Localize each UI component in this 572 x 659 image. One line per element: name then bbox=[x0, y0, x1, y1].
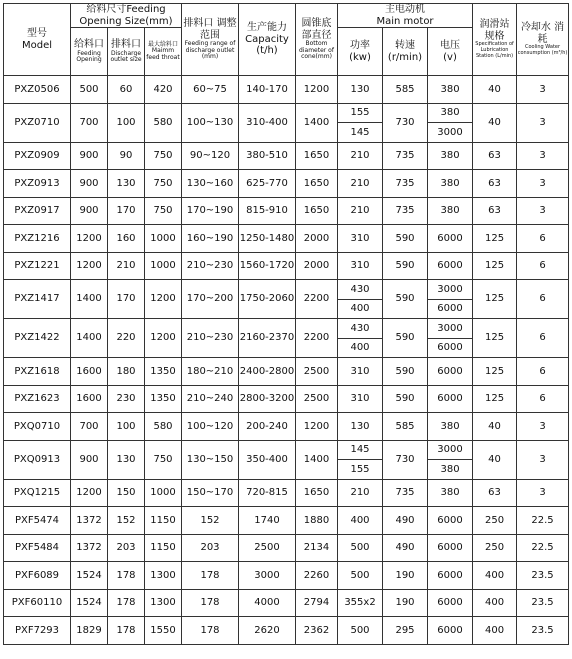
cell-capacity: 625-770 bbox=[239, 170, 296, 198]
cell-cooling-water: 3 bbox=[517, 440, 569, 479]
cell-cooling-water: 3 bbox=[517, 479, 569, 507]
cell-max-feed: 1200 bbox=[145, 319, 182, 358]
cell-discharge-range: 178 bbox=[182, 562, 239, 590]
cell-capacity: 3000 bbox=[239, 562, 296, 590]
cell-lubrication: 125 bbox=[473, 319, 517, 358]
cell-lubrication: 63 bbox=[473, 479, 517, 507]
cell-cone-diameter: 1650 bbox=[296, 170, 338, 198]
cell-motor-speed: 585 bbox=[383, 413, 428, 441]
spec-table bbox=[3, 3, 569, 645]
cell-motor-voltage: 6000 bbox=[428, 252, 473, 280]
cell-lubrication: 40 bbox=[473, 413, 517, 441]
cell-lubrication: 40 bbox=[473, 76, 517, 104]
cell-motor-speed: 590 bbox=[383, 319, 428, 358]
cell-discharge-range: 152 bbox=[182, 507, 239, 535]
cell-cone-diameter: 1650 bbox=[296, 142, 338, 170]
cell-capacity: 1740 bbox=[239, 507, 296, 535]
cell-capacity: 350-400 bbox=[239, 440, 296, 479]
cell-motor-speed: 730 bbox=[383, 103, 428, 142]
cell-lubrication: 125 bbox=[473, 225, 517, 253]
cell-motor-power: 155 bbox=[338, 103, 383, 123]
cell-motor-speed: 590 bbox=[383, 280, 428, 319]
cell-motor-speed: 590 bbox=[383, 358, 428, 386]
table-row bbox=[4, 225, 569, 253]
table-row bbox=[4, 385, 569, 413]
cell-cooling-water: 6 bbox=[517, 225, 569, 253]
cell-discharge-outlet: 152 bbox=[108, 507, 145, 535]
cell-capacity: 2800-3200 bbox=[239, 385, 296, 413]
cell-cooling-water: 6 bbox=[517, 252, 569, 280]
cell-max-feed: 1550 bbox=[145, 617, 182, 645]
cell-lubrication: 400 bbox=[473, 617, 517, 645]
cell-feeding-opening: 1200 bbox=[71, 479, 108, 507]
cell-lubrication: 400 bbox=[473, 589, 517, 617]
cell-cooling-water: 22.5 bbox=[517, 507, 569, 535]
cell-discharge-range: 160~190 bbox=[182, 225, 239, 253]
cell-discharge-range: 100~130 bbox=[182, 103, 239, 142]
table-row bbox=[4, 507, 569, 535]
cell-discharge-range: 178 bbox=[182, 589, 239, 617]
cell-motor-speed: 730 bbox=[383, 440, 428, 479]
cell-discharge-outlet: 90 bbox=[108, 142, 145, 170]
cell-cooling-water: 23.5 bbox=[517, 589, 569, 617]
cell-motor-speed: 295 bbox=[383, 617, 428, 645]
cell-motor-power: 130 bbox=[338, 413, 383, 441]
header-max-feed-throat: 最大给料口 Maimm feed throat bbox=[145, 28, 182, 76]
cell-lubrication: 250 bbox=[473, 534, 517, 562]
cell-capacity: 2160-2370 bbox=[239, 319, 296, 358]
cell-cone-diameter: 2260 bbox=[296, 562, 338, 590]
table-row bbox=[4, 76, 569, 104]
cell-max-feed: 1000 bbox=[145, 252, 182, 280]
cell-motor-voltage: 380 bbox=[428, 413, 473, 441]
cell-discharge-range: 130~160 bbox=[182, 170, 239, 198]
cell-motor-voltage: 6000 bbox=[428, 507, 473, 535]
cell-cone-diameter: 1650 bbox=[296, 197, 338, 225]
cell-motor-power: 430 bbox=[338, 319, 383, 339]
cell-discharge-range: 130~150 bbox=[182, 440, 239, 479]
table-row bbox=[4, 562, 569, 590]
cell-discharge-outlet: 203 bbox=[108, 534, 145, 562]
cell-motor-voltage: 6000 bbox=[428, 299, 473, 319]
table-row bbox=[4, 142, 569, 170]
header-discharge-outlet-size: 排料口 Discharge outlet size bbox=[108, 28, 145, 76]
cell-motor-power: 400 bbox=[338, 299, 383, 319]
cell-motor-power: 155 bbox=[338, 460, 383, 480]
cell-motor-power: 400 bbox=[338, 507, 383, 535]
cell-discharge-range: 170~200 bbox=[182, 280, 239, 319]
cell-discharge-range: 170~190 bbox=[182, 197, 239, 225]
cell-cone-diameter: 2000 bbox=[296, 225, 338, 253]
cell-motor-voltage: 380 bbox=[428, 76, 473, 104]
cell-motor-voltage: 6000 bbox=[428, 225, 473, 253]
cell-max-feed: 1300 bbox=[145, 562, 182, 590]
cell-cone-diameter: 1200 bbox=[296, 413, 338, 441]
cell-motor-voltage: 380 bbox=[428, 479, 473, 507]
table-row bbox=[4, 197, 569, 225]
cell-feeding-opening: 1400 bbox=[71, 319, 108, 358]
cell-model: PXZ1618 bbox=[4, 358, 71, 386]
cell-max-feed: 1350 bbox=[145, 385, 182, 413]
cell-model: PXZ1216 bbox=[4, 225, 71, 253]
cell-max-feed: 580 bbox=[145, 413, 182, 441]
cell-max-feed: 1000 bbox=[145, 225, 182, 253]
header-lubrication: 润滑站 规格 Specification of Lubrication Station (L/min) bbox=[473, 4, 517, 76]
table-row bbox=[4, 589, 569, 617]
cell-lubrication: 40 bbox=[473, 440, 517, 479]
table-row bbox=[4, 358, 569, 386]
cell-feeding-opening: 900 bbox=[71, 197, 108, 225]
header-motor-power: 功率 (kw) bbox=[338, 28, 383, 76]
cell-motor-power: 210 bbox=[338, 142, 383, 170]
cell-feeding-opening: 1829 bbox=[71, 617, 108, 645]
cell-discharge-outlet: 170 bbox=[108, 197, 145, 225]
cell-cooling-water: 3 bbox=[517, 197, 569, 225]
cell-capacity: 2400-2800 bbox=[239, 358, 296, 386]
cell-cooling-water: 3 bbox=[517, 76, 569, 104]
cell-model: PXZ0909 bbox=[4, 142, 71, 170]
cell-max-feed: 1150 bbox=[145, 534, 182, 562]
table-row bbox=[4, 170, 569, 198]
cell-discharge-range: 210~230 bbox=[182, 319, 239, 358]
cell-motor-power: 310 bbox=[338, 385, 383, 413]
cell-motor-voltage: 6000 bbox=[428, 562, 473, 590]
cell-feeding-opening: 1400 bbox=[71, 280, 108, 319]
cell-lubrication: 125 bbox=[473, 358, 517, 386]
cell-motor-speed: 585 bbox=[383, 76, 428, 104]
cell-motor-speed: 490 bbox=[383, 534, 428, 562]
table-row bbox=[4, 617, 569, 645]
header-main-motor: 主电动机 Main motor bbox=[338, 4, 473, 28]
cell-model: PXQ0710 bbox=[4, 413, 71, 441]
cell-lubrication: 40 bbox=[473, 103, 517, 142]
cell-max-feed: 1350 bbox=[145, 358, 182, 386]
cell-discharge-outlet: 100 bbox=[108, 103, 145, 142]
cell-motor-speed: 735 bbox=[383, 142, 428, 170]
table-row bbox=[4, 103, 569, 123]
cell-cone-diameter: 2794 bbox=[296, 589, 338, 617]
cell-cooling-water: 22.5 bbox=[517, 534, 569, 562]
cell-motor-speed: 590 bbox=[383, 225, 428, 253]
cell-cooling-water: 3 bbox=[517, 103, 569, 142]
cell-cone-diameter: 1400 bbox=[296, 103, 338, 142]
cell-model: PXZ1422 bbox=[4, 319, 71, 358]
cell-cooling-water: 6 bbox=[517, 319, 569, 358]
cell-motor-speed: 590 bbox=[383, 385, 428, 413]
cell-feeding-opening: 1600 bbox=[71, 358, 108, 386]
header-cooling-water: 冷却水 消耗 Cooling Water consumption (m³/h) bbox=[517, 4, 569, 76]
cell-feeding-opening: 1200 bbox=[71, 225, 108, 253]
cell-cone-diameter: 2500 bbox=[296, 358, 338, 386]
cell-lubrication: 63 bbox=[473, 170, 517, 198]
table-row bbox=[4, 280, 569, 300]
cell-model: PXZ0917 bbox=[4, 197, 71, 225]
cell-discharge-outlet: 60 bbox=[108, 76, 145, 104]
table-row bbox=[4, 319, 569, 339]
table-row bbox=[4, 534, 569, 562]
cell-motor-power: 210 bbox=[338, 170, 383, 198]
cell-cone-diameter: 2362 bbox=[296, 617, 338, 645]
cell-lubrication: 250 bbox=[473, 507, 517, 535]
cell-model: PXZ0506 bbox=[4, 76, 71, 104]
cell-cone-diameter: 1880 bbox=[296, 507, 338, 535]
cell-feeding-opening: 900 bbox=[71, 170, 108, 198]
header-cone-diameter: 圆锥底 部直径 Bottom diameter of cone(mm) bbox=[296, 4, 338, 76]
cell-feeding-opening: 1372 bbox=[71, 507, 108, 535]
cell-feeding-opening: 700 bbox=[71, 103, 108, 142]
cell-max-feed: 1000 bbox=[145, 479, 182, 507]
cell-model: PXF5484 bbox=[4, 534, 71, 562]
cell-capacity: 1750-2060 bbox=[239, 280, 296, 319]
cell-motor-power: 210 bbox=[338, 197, 383, 225]
cell-max-feed: 750 bbox=[145, 197, 182, 225]
cell-motor-voltage: 6000 bbox=[428, 358, 473, 386]
cell-cooling-water: 3 bbox=[517, 413, 569, 441]
cell-max-feed: 750 bbox=[145, 170, 182, 198]
cell-max-feed: 580 bbox=[145, 103, 182, 142]
cell-motor-power: 500 bbox=[338, 562, 383, 590]
cell-cone-diameter: 1650 bbox=[296, 479, 338, 507]
cell-lubrication: 125 bbox=[473, 280, 517, 319]
cell-model: PXQ0913 bbox=[4, 440, 71, 479]
cell-capacity: 2620 bbox=[239, 617, 296, 645]
cell-lubrication: 400 bbox=[473, 562, 517, 590]
cell-motor-power: 145 bbox=[338, 123, 383, 143]
cell-discharge-outlet: 178 bbox=[108, 562, 145, 590]
cell-model: PXQ1215 bbox=[4, 479, 71, 507]
cell-motor-power: 400 bbox=[338, 338, 383, 358]
cell-cone-diameter: 2000 bbox=[296, 252, 338, 280]
cell-feeding-opening: 1524 bbox=[71, 562, 108, 590]
header-capacity: 生产能力 Capacity (t/h) bbox=[239, 4, 296, 76]
cell-discharge-outlet: 170 bbox=[108, 280, 145, 319]
cell-motor-speed: 735 bbox=[383, 170, 428, 198]
cell-discharge-outlet: 178 bbox=[108, 589, 145, 617]
cell-discharge-outlet: 150 bbox=[108, 479, 145, 507]
cell-max-feed: 1300 bbox=[145, 589, 182, 617]
cell-capacity: 1250-1480 bbox=[239, 225, 296, 253]
cell-discharge-outlet: 160 bbox=[108, 225, 145, 253]
cell-feeding-opening: 1524 bbox=[71, 589, 108, 617]
table-row bbox=[4, 252, 569, 280]
cell-model: PXZ0913 bbox=[4, 170, 71, 198]
header-feeding-opening: 给料尺寸Feeding Opening Size(mm) bbox=[71, 4, 182, 28]
cell-motor-power: 355x2 bbox=[338, 589, 383, 617]
cell-motor-voltage: 6000 bbox=[428, 617, 473, 645]
cell-max-feed: 750 bbox=[145, 142, 182, 170]
cell-discharge-range: 100~120 bbox=[182, 413, 239, 441]
cell-model: PXZ0710 bbox=[4, 103, 71, 142]
cell-discharge-outlet: 230 bbox=[108, 385, 145, 413]
cell-motor-voltage: 380 bbox=[428, 142, 473, 170]
cell-capacity: 310-400 bbox=[239, 103, 296, 142]
cell-lubrication: 125 bbox=[473, 252, 517, 280]
cell-motor-speed: 190 bbox=[383, 562, 428, 590]
cell-motor-power: 310 bbox=[338, 225, 383, 253]
cell-lubrication: 125 bbox=[473, 385, 517, 413]
cell-capacity: 4000 bbox=[239, 589, 296, 617]
cell-capacity: 2500 bbox=[239, 534, 296, 562]
cell-feeding-opening: 900 bbox=[71, 440, 108, 479]
cell-motor-voltage: 3000 bbox=[428, 123, 473, 143]
cell-feeding-opening: 700 bbox=[71, 413, 108, 441]
table-row bbox=[4, 413, 569, 441]
cell-model: PXF5474 bbox=[4, 507, 71, 535]
cell-cone-diameter: 2134 bbox=[296, 534, 338, 562]
cell-model: PXF6089 bbox=[4, 562, 71, 590]
cell-model: PXZ1417 bbox=[4, 280, 71, 319]
cell-motor-voltage: 6000 bbox=[428, 338, 473, 358]
cell-discharge-range: 210~240 bbox=[182, 385, 239, 413]
cell-motor-power: 145 bbox=[338, 440, 383, 460]
cell-feeding-opening: 1200 bbox=[71, 252, 108, 280]
header-model: 型号 Model bbox=[4, 4, 71, 76]
cell-discharge-outlet: 220 bbox=[108, 319, 145, 358]
cell-capacity: 200-240 bbox=[239, 413, 296, 441]
header-motor-voltage: 电压 (v) bbox=[428, 28, 473, 76]
cell-motor-voltage: 380 bbox=[428, 170, 473, 198]
cell-cone-diameter: 2200 bbox=[296, 319, 338, 358]
cell-capacity: 815-910 bbox=[239, 197, 296, 225]
cell-cooling-water: 6 bbox=[517, 358, 569, 386]
cell-cooling-water: 6 bbox=[517, 280, 569, 319]
cell-cooling-water: 23.5 bbox=[517, 562, 569, 590]
cell-model: PXZ1221 bbox=[4, 252, 71, 280]
cell-capacity: 140-170 bbox=[239, 76, 296, 104]
header-feeding-opening-size: 给料口 Feeding Opening bbox=[71, 28, 108, 76]
cell-model: PXZ1623 bbox=[4, 385, 71, 413]
cell-feeding-opening: 500 bbox=[71, 76, 108, 104]
cell-cooling-water: 23.5 bbox=[517, 617, 569, 645]
cell-discharge-outlet: 210 bbox=[108, 252, 145, 280]
cell-max-feed: 1150 bbox=[145, 507, 182, 535]
header-motor-speed: 转速 (r/min) bbox=[383, 28, 428, 76]
cell-motor-voltage: 6000 bbox=[428, 534, 473, 562]
cell-motor-power: 500 bbox=[338, 617, 383, 645]
cell-max-feed: 420 bbox=[145, 76, 182, 104]
cell-motor-voltage: 3000 bbox=[428, 280, 473, 300]
cell-discharge-range: 178 bbox=[182, 617, 239, 645]
cell-motor-voltage: 380 bbox=[428, 197, 473, 225]
cell-motor-speed: 190 bbox=[383, 589, 428, 617]
cell-motor-power: 310 bbox=[338, 252, 383, 280]
cell-motor-power: 310 bbox=[338, 358, 383, 386]
spec-table-body bbox=[4, 76, 569, 645]
cell-motor-voltage: 380 bbox=[428, 103, 473, 123]
cell-cone-diameter: 2200 bbox=[296, 280, 338, 319]
cell-cooling-water: 3 bbox=[517, 142, 569, 170]
cell-motor-voltage: 380 bbox=[428, 460, 473, 480]
cell-motor-speed: 735 bbox=[383, 479, 428, 507]
cell-feeding-opening: 1600 bbox=[71, 385, 108, 413]
cell-motor-power: 210 bbox=[338, 479, 383, 507]
cell-motor-voltage: 6000 bbox=[428, 589, 473, 617]
table-row bbox=[4, 440, 569, 460]
cell-max-feed: 1200 bbox=[145, 280, 182, 319]
cell-motor-speed: 590 bbox=[383, 252, 428, 280]
cell-discharge-range: 60~75 bbox=[182, 76, 239, 104]
cell-motor-power: 130 bbox=[338, 76, 383, 104]
cell-discharge-outlet: 100 bbox=[108, 413, 145, 441]
cell-cone-diameter: 2500 bbox=[296, 385, 338, 413]
cell-motor-voltage: 3000 bbox=[428, 440, 473, 460]
cell-capacity: 380-510 bbox=[239, 142, 296, 170]
cell-cone-diameter: 1200 bbox=[296, 76, 338, 104]
cell-feeding-opening: 1372 bbox=[71, 534, 108, 562]
table-row bbox=[4, 479, 569, 507]
cell-model: PXF7293 bbox=[4, 617, 71, 645]
cell-motor-voltage: 6000 bbox=[428, 385, 473, 413]
cell-cooling-water: 3 bbox=[517, 170, 569, 198]
cell-cooling-water: 6 bbox=[517, 385, 569, 413]
header-discharge-range: 排料口 调整范围 Feeding range of discharge outlet (mm) bbox=[182, 4, 239, 76]
cell-capacity: 1560-1720 bbox=[239, 252, 296, 280]
cell-model: PXF60110 bbox=[4, 589, 71, 617]
cell-cone-diameter: 1400 bbox=[296, 440, 338, 479]
cell-discharge-range: 90~120 bbox=[182, 142, 239, 170]
cell-discharge-outlet: 180 bbox=[108, 358, 145, 386]
cell-discharge-range: 210~230 bbox=[182, 252, 239, 280]
cell-discharge-outlet: 130 bbox=[108, 440, 145, 479]
cell-feeding-opening: 900 bbox=[71, 142, 108, 170]
cell-lubrication: 63 bbox=[473, 197, 517, 225]
cell-discharge-range: 150~170 bbox=[182, 479, 239, 507]
cell-motor-speed: 735 bbox=[383, 197, 428, 225]
cell-discharge-range: 180~210 bbox=[182, 358, 239, 386]
cell-discharge-outlet: 178 bbox=[108, 617, 145, 645]
cell-lubrication: 63 bbox=[473, 142, 517, 170]
cell-motor-power: 500 bbox=[338, 534, 383, 562]
cell-discharge-range: 203 bbox=[182, 534, 239, 562]
cell-motor-power: 430 bbox=[338, 280, 383, 300]
cell-capacity: 720-815 bbox=[239, 479, 296, 507]
cell-motor-voltage: 3000 bbox=[428, 319, 473, 339]
cell-motor-speed: 490 bbox=[383, 507, 428, 535]
cell-max-feed: 750 bbox=[145, 440, 182, 479]
cell-discharge-outlet: 130 bbox=[108, 170, 145, 198]
